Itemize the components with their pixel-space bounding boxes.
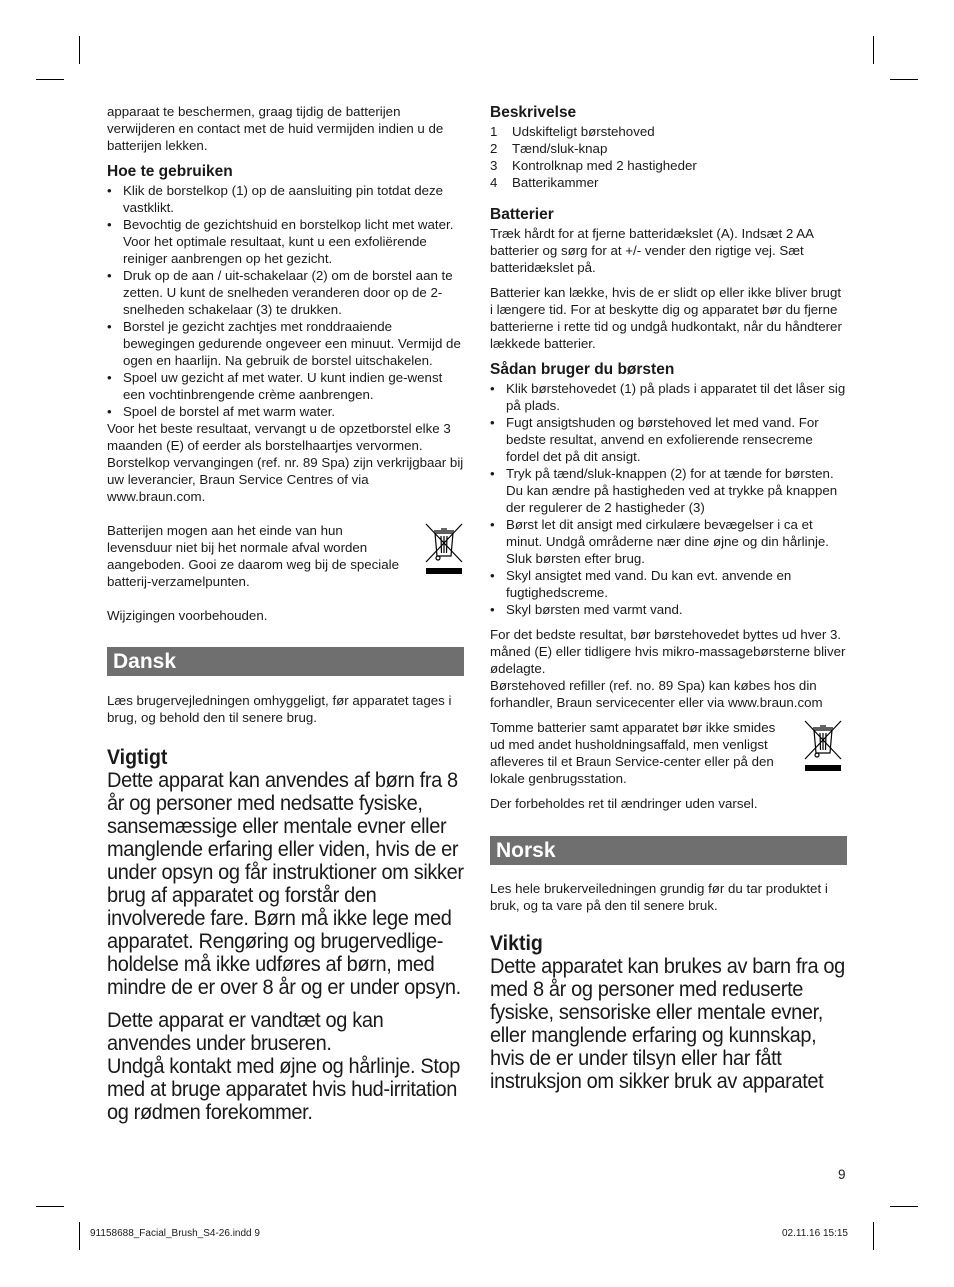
replacement-paragraph: Voor het beste resultaat, vervangt u de opzetborstel elke 3 maanden (E) of eerder als borstelhaartjes vervormen. — [107, 421, 451, 453]
section-heading: Hoe te gebruiken — [107, 163, 233, 180]
dansk-intro: Læs brugervejledningen omhyggeligt, før apparatet tages i brug, og behold den til senere brug. — [107, 693, 452, 725]
crossed-out-wheelie-bin-icon — [424, 522, 464, 578]
left-column — [107, 103, 464, 1124]
list-item: • Spoel de borstel af met warm water. — [107, 403, 464, 420]
list-item: • Børst let dit ansigt med cirkulære bevægelser i ca et minut. Undgå områderne nær dine øjne og din hårlinje. Sluk børsten efter brug. — [490, 516, 847, 567]
warning-heading: Vigtigt — [107, 746, 168, 769]
list-item: • Tryk på tænd/sluk-knappen (2) for at tænde for børsten. Du kan ændre på hastigheden ved at trykke på knappen der regulerer de 2 hastigheder (3) — [490, 465, 847, 516]
crop-mark — [873, 1222, 874, 1250]
disposal-row — [490, 719, 847, 787]
crop-mark — [79, 36, 80, 64]
usage-list — [107, 182, 464, 420]
refill-paragraph: Børstehoved refiller (ref. no. 89 Spa) kan købes hos din forhandler, Braun servicecenter eller via www.braun.com — [490, 678, 823, 710]
battery-paragraph: Træk hårdt for at fjerne batteridækslet (A). Indsæt 2 AA batterier og sørg for at +/- vender den rigtige vej. Sæt batteridækslet på. — [490, 226, 814, 275]
crop-mark — [79, 1222, 80, 1250]
disposal-row — [107, 522, 464, 590]
footer-file-info: 91158688_Facial_Brush_S4-26.indd 9 — [90, 1228, 260, 1239]
footer-timestamp: 02.11.16 15:15 — [782, 1228, 848, 1239]
list-item: • Skyl ansigtet med vand. Du kan evt. anvende en fugtighedscreme. — [490, 567, 847, 601]
crop-mark — [890, 79, 918, 80]
right-column — [490, 103, 847, 1093]
usage-list — [490, 380, 847, 618]
warning-block — [107, 746, 466, 1124]
list-item: • Bevochtig de gezichtshuid en borstelkop licht met water. Voor het optimale resultaat, kunt u een exfoliërende reiniger aanbrengen op het gezicht. — [107, 216, 464, 267]
section-title-norsk: Norsk — [490, 836, 847, 865]
disposal-paragraph: Batterijen mogen aan het einde van hun levensduur niet bij het normale afval worden aangeboden. Gooi ze daarom weg bij de speciale batterij-verzamelpunten. — [107, 523, 399, 589]
list-item: • Skyl børsten med varmt vand. — [490, 601, 847, 618]
crop-mark — [890, 1206, 918, 1207]
result-paragraph: For det bedste resultat, bør børstehovedet byttes ud hver 3. måned (E) eller tidligere hvis mikro-massagebørsterne bliver ødelagte. — [490, 627, 846, 676]
warning-heading: Viktig — [490, 932, 543, 955]
list-item: • Borstel je gezicht zachtjes met ronddraaiende bewegingen gedurende ongeveer een minuut. Vermijd de ogen en haarlijn. Na gebruik de borstel uitschakelen. — [107, 318, 464, 369]
battery-paragraph: Batterier kan lække, hvis de er slidt op eller ikke bliver brugt i længere tid. For at beskytte dig og apparatet bør du fjerne batterierne i rette tid og undgå hudkontakt, når du håndterer lækkede batterier. — [490, 285, 842, 351]
list-item: 2 Tænd/sluk-knap — [490, 141, 608, 156]
page-number: 9 — [838, 1167, 846, 1182]
disposal-paragraph: Tomme batterier samt apparatet bør ikke smides ud med andet husholdningsaffald, men venligst afleveres til et Braun Service-center eller på den lokale genbrugsstation. — [490, 720, 776, 786]
crop-mark — [36, 1206, 64, 1207]
list-item: • Fugt ansigtshuden og børstehoved let med vand. For bedste resultat, anvend en exfolierende rensecreme fordel det på dit ansigt. — [490, 414, 847, 465]
section-heading: Beskrivelse — [490, 104, 577, 121]
list-item: • Spoel uw gezicht af met water. U kunt indien ge-wenst een vochtinbrengende crème aanbrengen. — [107, 369, 464, 403]
warning-paragraph: Undgå kontakt med øjne og hårlinje. Stop med at bruge apparatet hvis hud-irritation og rødmen forekommer. — [107, 1054, 461, 1124]
refill-paragraph: Borstelkop vervangingen (ref. nr. 89 Spa) zijn verkrijgbaar bij uw leverancier, Braun Service Centres of via www.braun.com. — [107, 455, 464, 504]
crop-mark — [36, 79, 64, 80]
warning-paragraph: Dette apparat er vandtæt og kan anvendes under bruseren. — [107, 1008, 384, 1055]
norsk-intro: Les hele brukerveiledningen grundig før du tar produktet i bruk, og ta vare på den til senere bruk. — [490, 881, 828, 913]
section-heading: Sådan bruger du børsten — [490, 361, 675, 378]
changes-note: Der forbeholdes ret til ændringer uden varsel. — [490, 796, 758, 811]
list-item: • Klik de borstelkop (1) op de aansluiting pin totdat deze vastklikt. — [107, 182, 464, 216]
warning-block — [490, 932, 849, 1093]
list-item: • Klik børstehovedet (1) på plads i apparatet til det låser sig på plads. — [490, 380, 847, 414]
intro-paragraph: apparaat te beschermen, graag tijdig de batterijen verwijderen en contact met de huid vermijden indien u de batterijen lekken. — [107, 104, 444, 153]
parts-list — [490, 123, 847, 191]
warning-paragraph: Dette apparatet kan brukes av barn fra og med 8 år og personer med reduserte fysiske, sensoriske eller mentale evner, eller manglende erfaring og kunnskap, hvis de er under tilsyn eller har fått instruksjon om sikker bruk av apparatet — [490, 954, 845, 1093]
crossed-out-wheelie-bin-icon — [803, 719, 843, 775]
changes-note: Wijzigingen voorbehouden. — [107, 608, 268, 623]
crop-mark — [873, 36, 874, 64]
list-item: 1 Udskifteligt børstehoved — [490, 124, 655, 139]
list-item: • Druk op de aan / uit-schakelaar (2) om de borstel aan te zetten. U kunt de snelheden veranderen door op de 2-snelheden schakelaar (3) te drukken. — [107, 267, 464, 318]
list-item: 4 Batterikammer — [490, 175, 599, 190]
list-item: 3 Kontrolknap med 2 hastigheder — [490, 158, 697, 173]
section-heading: Batterier — [490, 206, 554, 223]
warning-paragraph: Dette apparat kan anvendes af børn fra 8 år og personer med nedsatte fysiske, sansemæssige eller mentale evner eller manglende erfaring eller viden, hvis de er under opsyn og får instruktioner om sikker brug af apparatet og forstår den involverede fare. Børn må ikke lege med apparatet. Rengøring og brugervedlige-holdelse må ikke udføres af børn, med mindre de er over 8 år og er under opsyn. — [107, 768, 464, 999]
section-title-dansk: Dansk — [107, 647, 464, 676]
